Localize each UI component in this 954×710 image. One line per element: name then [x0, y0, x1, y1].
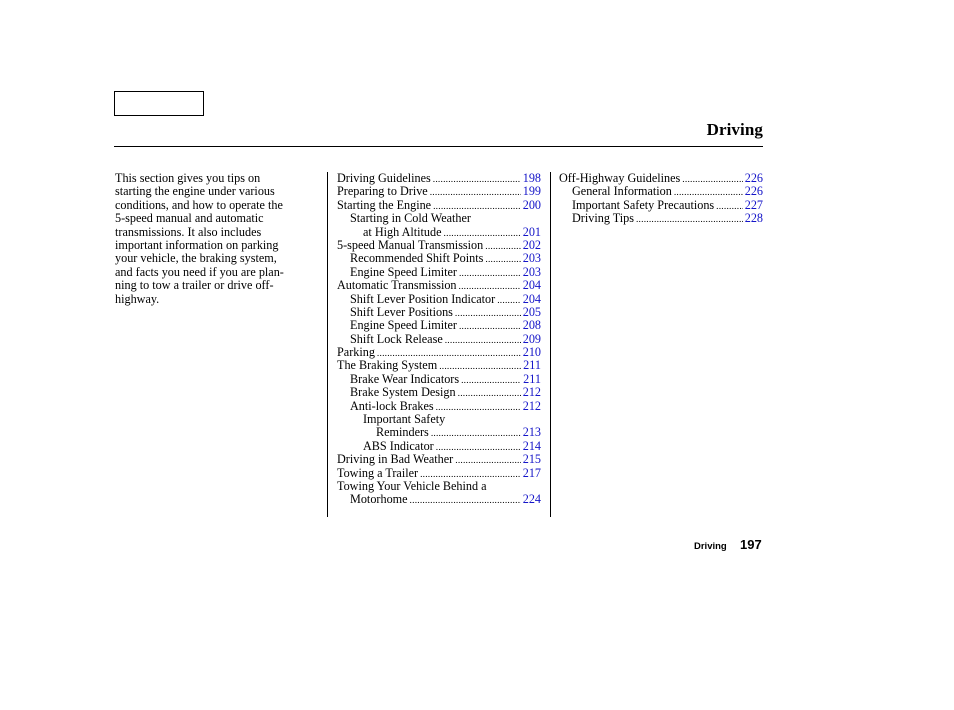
toc-entry[interactable]	[337, 453, 541, 466]
footer-section-label: Driving	[694, 541, 727, 552]
toc-page-link[interactable]: 200	[522, 197, 541, 212]
toc-entry[interactable]	[337, 239, 541, 252]
intro-line: 5-speed manual and automatic	[115, 211, 264, 226]
toc-entry-label: ABS Indicator	[363, 438, 434, 453]
toc-page-link[interactable]: 208	[522, 318, 541, 333]
toc-page-link[interactable]: 215	[522, 452, 541, 467]
column-divider	[327, 172, 328, 517]
toc-page-link[interactable]: 204	[522, 291, 541, 306]
toc-entry[interactable]	[337, 252, 541, 265]
toc-entry[interactable]	[337, 226, 541, 239]
toc-column-1	[337, 172, 541, 507]
toc-entry-label: Brake Wear Indicators	[350, 371, 460, 386]
toc-entry-label: Shift Lock Release	[350, 331, 443, 346]
toc-entry[interactable]	[337, 266, 541, 279]
toc-entry[interactable]	[337, 440, 541, 453]
toc-entry[interactable]	[337, 400, 541, 413]
dot-leader	[636, 212, 743, 227]
toc-entry[interactable]	[337, 373, 541, 386]
toc-page-link[interactable]: 209	[522, 331, 541, 346]
toc-entry-label: Engine Speed Limiter	[350, 264, 457, 279]
toc-entry-label: Driving Guidelines	[337, 171, 431, 185]
toc-entry[interactable]	[337, 493, 541, 506]
toc-entry-label: Shift Lever Position Indicator	[350, 291, 496, 306]
toc-entry[interactable]	[337, 185, 541, 198]
toc-page-link[interactable]: 212	[522, 385, 541, 400]
toc-page-link[interactable]: 214	[522, 438, 541, 453]
toc-entry[interactable]	[337, 386, 541, 399]
toc-entry-label: Towing Your Vehicle Behind a	[337, 478, 487, 493]
toc-entry[interactable]	[337, 319, 541, 332]
toc-column-2	[559, 172, 763, 226]
footer-page-number: 197	[740, 537, 762, 552]
toc-entry[interactable]	[337, 346, 541, 359]
intro-line: your vehicle, the braking system,	[115, 251, 277, 266]
toc-page-link[interactable]: 226	[744, 184, 763, 199]
header-rule	[114, 146, 763, 147]
intro-line: highway.	[115, 291, 160, 306]
toc-entry-label: Starting in Cold Weather	[350, 211, 471, 226]
toc-entry-label: Motorhome	[350, 492, 408, 507]
toc-entry-label: Automatic Transmission	[337, 278, 457, 293]
toc-entry[interactable]	[337, 293, 541, 306]
toc-entry-label: Recommended Shift Points	[350, 251, 484, 266]
column-divider	[550, 172, 551, 517]
toc-entry-label: Preparing to Drive	[337, 184, 428, 199]
toc-page-link[interactable]: 217	[522, 465, 541, 480]
intro-line: transmissions. It also includes	[115, 224, 262, 239]
toc-page-link[interactable]: 201	[522, 224, 541, 239]
toc-page-link[interactable]: 199	[522, 184, 541, 199]
toc-page-link[interactable]: 198	[522, 171, 541, 185]
toc-page-link[interactable]: 203	[522, 264, 541, 279]
toc-entry[interactable]	[559, 172, 763, 185]
toc-entry[interactable]	[337, 467, 541, 480]
toc-entry-label: Engine Speed Limiter	[350, 318, 457, 333]
toc-entry-label: General Information	[572, 184, 672, 199]
toc-entry[interactable]	[337, 199, 541, 212]
toc-page-link[interactable]: 203	[522, 251, 541, 266]
toc-page-link[interactable]: 228	[744, 211, 763, 226]
intro-line: important information on parking	[115, 238, 279, 253]
toc-entry[interactable]	[337, 172, 541, 185]
toc-page-link[interactable]: 210	[522, 345, 541, 360]
toc-entry[interactable]	[559, 185, 763, 198]
toc-entry-label: The Braking System	[337, 358, 438, 373]
toc-entry-label: Reminders	[376, 425, 429, 440]
toc-page-link[interactable]: 227	[744, 197, 763, 212]
toc-entry[interactable]	[337, 333, 541, 346]
intro-line: This section gives you tips on	[115, 171, 261, 185]
intro-text	[115, 172, 315, 306]
toc-page-link[interactable]: 211	[523, 371, 541, 386]
intro-line: starting the engine under various	[115, 184, 275, 199]
intro-line: and facts you need if you are plan-	[115, 264, 284, 279]
toc-page-link[interactable]: 205	[522, 304, 541, 319]
intro-line: ning to tow a trailer or drive off-	[115, 278, 274, 293]
toc-entry[interactable]	[559, 199, 763, 212]
toc-entry-label: Parking	[337, 345, 375, 360]
toc-entry-label: Shift Lever Positions	[350, 304, 453, 319]
toc-entry[interactable]	[337, 279, 541, 292]
toc-entry-label: Driving Tips	[572, 211, 634, 226]
toc-entry-label: Driving in Bad Weather	[337, 452, 454, 467]
toc-page-link[interactable]: 212	[522, 398, 541, 413]
toc-entry[interactable]	[337, 426, 541, 439]
section-title: Driving	[706, 120, 763, 139]
toc-page-link[interactable]: 211	[523, 358, 541, 373]
dot-leader	[410, 493, 521, 508]
toc-entry-label: Starting the Engine	[337, 197, 432, 212]
toc-entry[interactable]	[559, 212, 763, 225]
toc-entry-label: Towing a Trailer	[337, 465, 419, 480]
toc-entry-label: 5-speed Manual Transmission	[337, 237, 484, 252]
toc-entry[interactable]	[337, 306, 541, 319]
toc-entry-label: Important Safety Precautions	[572, 197, 715, 212]
toc-page-link[interactable]: 226	[744, 171, 763, 185]
toc-entry-label: at High Altitude	[363, 224, 442, 239]
section-tab-box	[114, 91, 204, 116]
toc-entry[interactable]	[337, 359, 541, 372]
toc-page-link[interactable]: 204	[522, 278, 541, 293]
intro-line: conditions, and how to operate the	[115, 197, 283, 212]
toc-entry-label: Off-Highway Guidelines	[559, 171, 681, 185]
toc-entry-label: Anti-lock Brakes	[350, 398, 434, 413]
toc-entry-label: Important Safety	[363, 412, 446, 427]
toc-page-link[interactable]: 213	[522, 425, 541, 440]
toc-page-link[interactable]: 224	[522, 492, 541, 507]
toc-page-link[interactable]: 202	[522, 237, 541, 252]
toc-entry-label: Brake System Design	[350, 385, 456, 400]
dot-leader	[436, 400, 521, 415]
